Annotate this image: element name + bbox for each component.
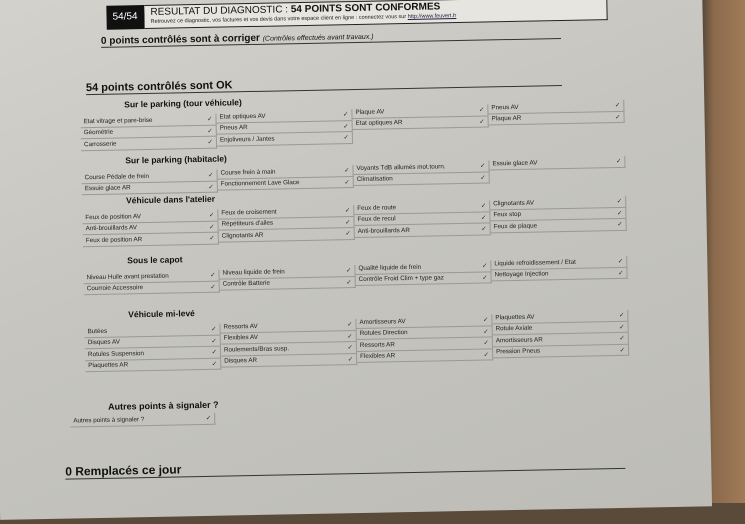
check-icon: ✓	[344, 207, 351, 215]
item-label: Clignotants AR	[221, 231, 264, 240]
checklist-column	[491, 256, 628, 288]
check-icon: ✓	[346, 321, 353, 329]
check-icon: ✓	[343, 122, 349, 130]
check-icon: ✓	[480, 202, 487, 210]
item-label: Feux de recul	[357, 215, 396, 224]
item-label: Feux de route	[357, 203, 397, 212]
result-title-bold: 54 POINTS SONT CONFORMES	[290, 1, 441, 16]
check-icon: ✓	[619, 335, 625, 343]
check-icon: ✓	[344, 167, 350, 175]
checklist-item	[356, 272, 492, 286]
to-correct-note: (Contrôles effectués avant travaux.)	[262, 33, 374, 43]
check-icon: ✓	[478, 106, 485, 114]
check-icon: ✓	[482, 316, 489, 324]
checklist-item	[357, 349, 493, 363]
item-label: Feux stop	[493, 211, 522, 219]
ok-heading: 54 points contrôlés sont OK	[86, 73, 562, 95]
item-label: Climatisation	[356, 175, 393, 184]
check-icon: ✓	[342, 111, 349, 119]
item-label: Pneus AV	[491, 103, 519, 112]
checklist-column	[353, 160, 489, 190]
item-label: Feux de plaque	[493, 222, 538, 231]
to-correct-title: 0 points contrôlés sont à corriger	[100, 32, 261, 47]
checklist-grid	[84, 310, 629, 372]
website-link[interactable]: http://www.feuvert.fr	[407, 13, 457, 20]
result-header	[106, 0, 607, 30]
checklist-item	[70, 413, 215, 427]
check-icon: ✓	[209, 234, 215, 243]
check-icon: ✓	[480, 174, 486, 182]
check-icon: ✓	[617, 221, 623, 229]
checklist-item	[85, 358, 221, 372]
checklist-column	[492, 310, 629, 365]
item-label: Essuie glace AV	[492, 159, 538, 168]
checklist-column	[82, 170, 218, 196]
checklist-item	[217, 132, 353, 146]
check-icon: ✓	[207, 116, 213, 124]
check-icon: ✓	[209, 223, 215, 231]
checklist-column	[82, 210, 219, 247]
checklist-item	[491, 267, 627, 281]
check-icon: ✓	[619, 346, 626, 354]
item-label: Amortisseurs AR	[495, 336, 543, 345]
check-icon: ✓	[345, 230, 351, 238]
checklist-item	[220, 277, 356, 291]
item-label: Qualité liquide de frein	[358, 263, 422, 272]
item-label: Feux de croisement	[221, 208, 277, 217]
section-title: Sur le parking (habitacle)	[125, 153, 227, 166]
check-icon: ✓	[480, 214, 487, 222]
check-icon: ✓	[211, 325, 217, 334]
check-icon: ✓	[346, 278, 352, 286]
item-label: Essuie glace AR	[84, 184, 131, 193]
check-icon: ✓	[483, 351, 490, 359]
checklist-column	[218, 205, 355, 244]
checklist-item	[353, 116, 489, 130]
item-label: Feux de position AR	[85, 235, 143, 244]
checklist-column	[216, 109, 353, 148]
check-icon: ✓	[347, 344, 354, 352]
item-label: Pression Pneus	[495, 347, 541, 356]
subtitle-text: Retrouvez ce diagnostic, vos factures et vos devis dans votre espace client en ligne : connectez vous sur	[150, 14, 407, 25]
item-label: Rotules Suspension	[87, 349, 145, 358]
checklist-column	[356, 314, 493, 367]
item-label: Plaque AV	[355, 108, 385, 116]
check-icon: ✓	[343, 134, 349, 142]
check-icon: ✓	[614, 102, 621, 110]
checklist-item	[355, 223, 491, 237]
check-icon: ✓	[615, 158, 622, 166]
checklist-column	[220, 319, 357, 370]
check-icon: ✓	[210, 271, 216, 280]
item-label: Disques AR	[224, 357, 258, 365]
item-label: Course Pédale de frein	[84, 172, 150, 181]
item-label: Liquide refroidissement / Etat	[494, 258, 576, 268]
check-icon: ✓	[619, 323, 625, 331]
checklist-item	[81, 137, 217, 151]
checklist-item	[488, 111, 624, 125]
item-label: Nettoyage Injection	[494, 270, 549, 279]
item-label: Niveau Huile avant prestation	[86, 272, 169, 281]
section-title: Véhicule mi-levé	[128, 308, 195, 320]
item-label: Enjoliveurs / Jantes	[219, 135, 275, 144]
item-label: Feux de position AV	[85, 212, 141, 221]
checklist-section	[83, 246, 628, 295]
item-label: Flexibles AR	[360, 352, 396, 361]
result-title-text: RESULTAT DU DIAGNOSTIC :	[150, 4, 291, 18]
item-label: Disques AV	[87, 338, 120, 347]
check-icon: ✓	[616, 209, 623, 217]
checklist-item	[83, 233, 219, 247]
item-label: Plaque AR	[491, 115, 522, 123]
check-icon: ✓	[211, 337, 217, 345]
checklist-column	[490, 196, 627, 239]
checklist-section	[84, 300, 629, 372]
checklist-section	[80, 90, 625, 151]
item-label: Voyants TdB allumés mot.tourn.	[356, 163, 446, 172]
check-icon: ✓	[208, 211, 215, 220]
item-label: Contrôle Froid Clim + type gaz	[358, 274, 444, 284]
checklist-column	[352, 104, 489, 145]
checklist-item	[84, 281, 220, 295]
check-icon: ✓	[345, 218, 351, 226]
item-label: Anti-brouillards AV	[85, 224, 138, 233]
check-icon: ✓	[479, 162, 486, 170]
check-icon: ✓	[483, 328, 489, 336]
item-label: Etat optiques AR	[355, 119, 403, 128]
item-label: Etat vitrage et pare-brise	[83, 116, 153, 125]
checklist-column	[488, 100, 625, 143]
checklist-column	[489, 156, 626, 188]
item-label: Fonctionnement Lave Glace	[220, 179, 300, 188]
check-icon: ✓	[617, 258, 624, 266]
checklist-column	[354, 200, 491, 241]
checklist-item	[354, 172, 490, 186]
checklist-column	[83, 270, 219, 296]
check-icon: ✓	[618, 312, 625, 320]
item-label: Pneus AR	[219, 124, 248, 132]
check-icon: ✓	[479, 118, 485, 126]
item-label: Rotules Direction	[359, 329, 408, 338]
check-icon: ✓	[616, 198, 623, 206]
checklist-item	[218, 177, 354, 191]
checklist-column	[80, 114, 217, 151]
check-icon: ✓	[207, 127, 213, 135]
checklist-item	[489, 156, 625, 170]
item-label: Course frein à main	[220, 168, 276, 177]
item-label: Clignotants AV	[493, 199, 535, 208]
to-correct-heading	[101, 27, 561, 48]
count-badge: 54/54	[106, 5, 144, 30]
check-icon: ✓	[210, 283, 216, 291]
item-label: Autres points à signaler ?	[73, 415, 145, 425]
item-label: Rotule Axiale	[495, 324, 533, 333]
check-icon: ✓	[481, 225, 487, 233]
other-points-section	[70, 413, 215, 427]
check-icon: ✓	[207, 138, 214, 147]
checklist-column	[217, 165, 353, 193]
check-icon: ✓	[208, 183, 214, 191]
check-icon: ✓	[347, 332, 353, 340]
item-label: Carrosserie	[83, 140, 117, 148]
item-label: Amortisseurs AV	[359, 317, 406, 326]
check-icon: ✓	[483, 339, 489, 347]
checklist-column	[84, 324, 221, 373]
check-icon: ✓	[347, 355, 354, 363]
item-label: Flexibles AV	[223, 334, 258, 342]
checklist-item	[493, 344, 629, 358]
item-label: Ressorts AV	[223, 322, 258, 331]
item-label: Anti-brouillards AR	[357, 226, 410, 235]
item-label: Roulements/Bras susp.	[223, 345, 290, 354]
check-icon: ✓	[345, 267, 352, 275]
checklist-item	[221, 354, 357, 368]
item-label: Niveau liquide de frein	[222, 268, 285, 277]
item-label: Plaquettes AV	[495, 313, 535, 322]
check-icon: ✓	[205, 415, 212, 423]
item-label: Courroie Accessoire	[86, 284, 144, 293]
checklist-column	[355, 260, 491, 290]
check-icon: ✓	[482, 274, 488, 282]
section-title: Sous le capot	[127, 254, 183, 266]
item-label: Répétiteurs d'ailes	[221, 219, 274, 228]
check-icon: ✓	[344, 178, 350, 186]
check-icon: ✓	[618, 269, 624, 277]
checklist-column	[219, 265, 355, 293]
item-label: Plaquettes AR	[88, 361, 129, 370]
section-title: Véhicule dans l'atelier	[125, 193, 216, 206]
check-icon: ✓	[211, 360, 218, 368]
checklist-item	[491, 219, 627, 233]
item-label: Ressorts AR	[359, 341, 395, 349]
other-points-heading: Autres points à signaler ?	[107, 399, 219, 412]
section-title: Sur le parking (tour véhicule)	[124, 97, 242, 110]
item-label: Géométrie	[83, 128, 114, 137]
check-icon: ✓	[211, 348, 218, 357]
check-icon: ✓	[481, 262, 488, 270]
check-icon: ✓	[615, 113, 621, 121]
replaced-heading: 0 Remplacés ce jour	[65, 454, 625, 480]
item-label: Etat optiques AV	[219, 112, 266, 121]
checklist-item	[219, 228, 355, 242]
checklist-section	[82, 186, 627, 247]
item-label: Butées	[87, 327, 108, 335]
item-label: Contrôle Batterie	[222, 279, 271, 288]
check-icon: ✓	[208, 171, 214, 180]
